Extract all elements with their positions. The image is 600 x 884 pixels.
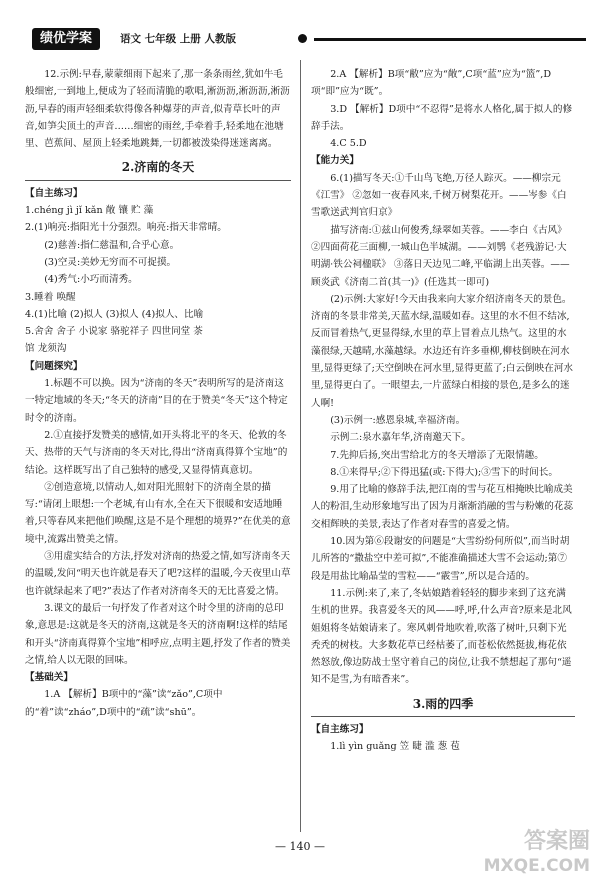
answer-r3: 3.D 【解析】D项中“不忍得”是将水人格化,属于拟人的修辞手法。 — [311, 103, 573, 132]
answer-n8: 8.①来得早;②下得迅猛(或:下得大);③雪下的时间长。 — [330, 466, 558, 478]
answer-n10: 10.因为第⑥段谢安的问题是“大雪纷纷何所似”,而当时胡儿所答的“撒盐空中差可拟”,不能准确描述大雪不会运动;第⑦段是用盐比喻晶莹的雪粒——“霰雪”,所以是合适的。 — [311, 536, 570, 582]
watermark-text: 答案圈 — [523, 829, 590, 854]
answer-w2c: ③用虚实结合的方法,抒发对济南的热爱之情,如写济南冬天的温暖,发问“明天也许就是春天了吧?这样的温暖,今天夜里山草也许就绿起来了吧?”表达了作者对济南冬天的无比喜爱之情。 — [25, 551, 291, 597]
answer-w1: 1.标题不可以换。因为“济南的冬天”表明所写的是济南这一特定地域的冬天;“冬天的济南”目的在于赞美“冬天”这个特定时令的济南。 — [25, 378, 288, 424]
label-zizhu: 【自主练习】 — [25, 187, 83, 199]
answer-n6e: 示例二:泉水嘉年华,济南邀天下。 — [330, 432, 471, 444]
brand-logo: 绩优学案 — [32, 28, 100, 50]
answer-r4: 4.C 5.D — [330, 138, 367, 150]
subject-line: 语文 七年级 上册 人教版 — [120, 33, 236, 45]
answer-z21: 1.lì yìn guǎng 笠 睫 滥 葱 苞 — [330, 741, 460, 753]
page-number: — 140 — — [275, 840, 325, 853]
answer-z2a: 2.(1)响亮:指阳光十分强烈。响亮:指天非常晴。 — [25, 222, 227, 234]
answer-r2: 2.A 【解析】B项“敝”应为“敞”,C项“蓝”应为“篮”,D项“即”应为“既”。 — [311, 69, 552, 98]
answer-j1: 1.A 【解析】B项中的“藻”读“zǎo”,C项中的“着”读“zháo”,D项中的“疏”读“shū”。 — [25, 689, 223, 718]
header-stripe — [314, 38, 586, 41]
answer-n6d: (3)示例一:感恩泉城,幸福济南。 — [330, 414, 466, 426]
answer-z5a: 5.舍舍 舍子 小说家 骆驼祥子 四世同堂 茶 — [25, 326, 203, 338]
label-zizhu-2: 【自主练习】 — [311, 723, 369, 735]
answer-w2b: ②创造意境,以情动人,如对阳光照射下的济南全景的描写:“请闭上眼想:一个老城,有山有水,全在天下很暖和安适地睡着,只等春风来把他们唤醒,这是不是个理想的境界?”在优美的意境中,流露出赞美之情。 — [25, 481, 291, 545]
watermark-url: MXQE.COM — [483, 856, 590, 876]
answer-z3: 3.睡着 唤醒 — [25, 291, 76, 303]
label-nengli: 【能力关】 — [311, 155, 359, 167]
answer-z5b: 馆 龙须沟 — [25, 343, 67, 355]
answer-n6a: 6.(1)描写冬天:①千山鸟飞绝,万径人踪灭。——柳宗元《江雪》 ②忽如一夜春风来,千树万树梨花开。——岑参《白雪歌送武判官归京》 — [311, 172, 567, 219]
right-column — [311, 66, 575, 756]
section-title-2: 2.济南的冬天 — [25, 159, 291, 180]
answer-z2d: (4)秀气:小巧而清秀。 — [44, 274, 138, 286]
answer-n9: 9.用了比喻的修辞手法,把江南的雪与花互相掩映比喻成美人的粉泪,生动形象地写出了因为月渐渐消融的雪与粉嫩的花蕊交相辉映的美景,表达了作者对春雪的喜爱之情。 — [311, 484, 574, 530]
answer-n11: 11.示例:来了,来了,冬姑娘踏着轻轻的脚步来到了这充满生机的世界。我喜爱冬天的风——呼,呼,什么声音?原来是北风姐姐将冬姑娘请来了。寒风刺骨地吹着,吹落了树叶,只剩下光秃秃的树枝。大多数花草已经枯萎了,而苍松依然挺拔,梅花依然怒放,像边防战士坚守着自己的岗位,让我不禁想起了那句“遥知不是雪,为有暗香来”。 — [311, 587, 572, 686]
column-divider — [300, 60, 301, 832]
left-column — [25, 66, 291, 721]
header-dot — [298, 34, 307, 43]
answer-z1: 1.chéng jì jǐ kǎn 敞 镶 贮 藻 — [25, 205, 154, 217]
label-wenti: 【问题探究】 — [25, 360, 83, 372]
answer-w3: 3.课文的最后一句抒发了作者对这个时令里的济南的总印象,意思是:这就是冬天的济南,这就是冬天的济南啊!这样的结尾和开头“济南真得算个宝地”相呼应,点明主题,抒发了作者的赞美之情,给人以无限的回味。 — [25, 602, 291, 666]
answer-n6c: (2)示例:大家好!今天由我来向大家介绍济南冬天的景色。济南的冬景非常美,天蓝水绿,温暖如春。这里的水不但不结冰,反而冒着热气,更显得绿,水里的草上冒着点儿热气。这里的水藻很绿,天越晴,水藻越绿。水边还有许多垂柳,柳枝倒映在河水里,显得更绿了;天空倒映在河水里,显得更蓝了;白云倒映在河水里,显得更白了。一眼望去,一片蓝绿白相接的景色,是多么的迷人啊! — [311, 293, 574, 409]
answer-z4: 4.(1)比喻 (2)拟人 (3)拟人 (4)拟人、比喻 — [25, 308, 204, 320]
answer-z2b: (2)慈善:指仁慈温和,合乎心意。 — [44, 239, 180, 251]
page-header — [14, 28, 586, 50]
label-jichu: 【基础关】 — [25, 672, 73, 684]
answer-12: 12.示例:早春,蒙蒙细雨下起来了,那一条条雨丝,犹如牛毛般细密,一到地上,便成为了轻而清脆的歌唱,淅沥沥,淅沥沥,淅沥沥,早春的雨声轻细柔软得像各种爆芽的声音,似青草长叶的声音,如笋尖顶土的声音……细密的雨丝,手牵着手,轻柔地在池塘里、芭蕉间、屋顶上轻柔地跳舞,一切都被泼染得迷迷离离。 — [25, 69, 290, 150]
answer-w2a: 2.①直接抒发赞美的感情,如开头将北平的冬天、伦敦的冬天、热带的天气与济南的冬天对比,得出“济南真得算个宝地”的结论。这样既写出了自己独特的感受,又显得情真意切。 — [25, 429, 288, 476]
section-title-3: 3.雨的四季 — [311, 696, 575, 717]
answer-n7: 7.先抑后扬,突出雪给北方的冬天增添了无限情趣。 — [330, 449, 544, 461]
answer-z2c: (3)空灵:美妙无穷而不可捉摸。 — [44, 256, 177, 268]
answer-n6b: 描写济南:①兹山何俊秀,绿翠如芙蓉。——李白《古风》 ②四面荷花三面柳,一城山色半城湖。——刘鹗《老残游记·大明湖·铁公祠楹联》 ③落日天边见二峰,平临湖上出芙蓉。——顾炎武《济南二首(其一)》(任选其一即可) — [311, 224, 570, 288]
watermark — [484, 830, 590, 878]
